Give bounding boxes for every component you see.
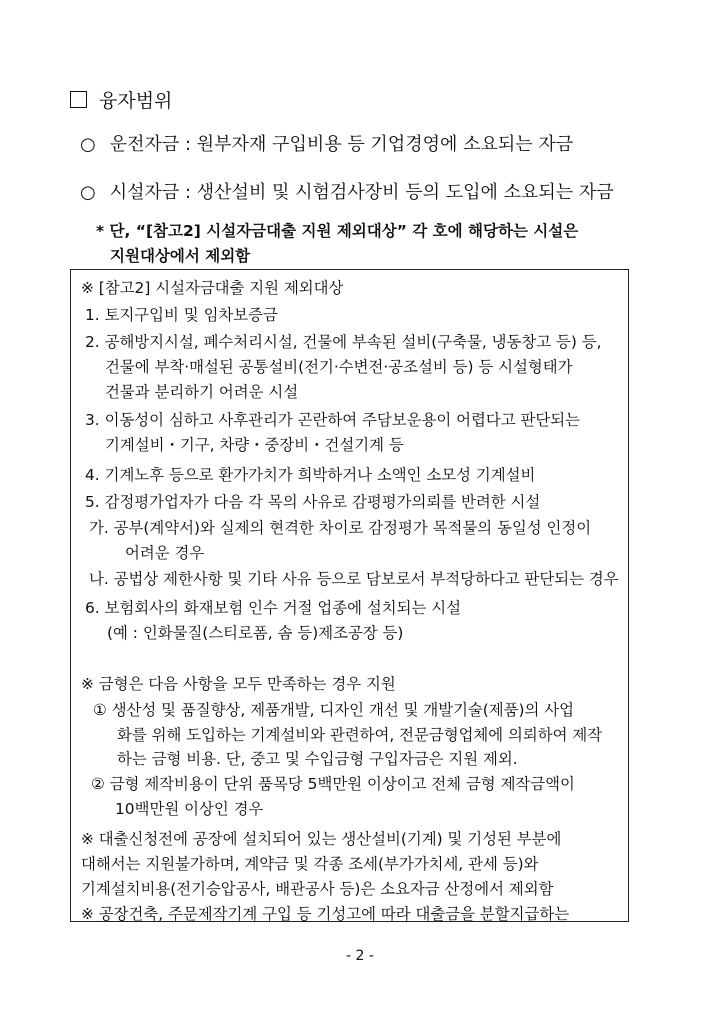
list-item-continued: 기계설비・기구, 차량・중장비・건설기계 등 bbox=[105, 436, 404, 454]
page-number: - 2 - bbox=[346, 948, 374, 964]
square-bullet-icon bbox=[70, 91, 87, 108]
sub-item: 가. 공부(계약서)와 실제의 현격한 차이로 감정평가 목적물의 동일성 인정이 bbox=[89, 519, 592, 537]
list-item: 1. 토지구입비 및 임차보증금 bbox=[85, 306, 278, 324]
mold-note-title: ※ 금형은 다음 사항을 모두 만족하는 경우 지원 bbox=[81, 675, 396, 693]
exclusion-note-line1: * 단, “[참고2] 시설자금대출 지원 제외대상” 각 호에 해당하는 시설은 bbox=[96, 222, 579, 240]
factory-note: ※ 공장건축, 주문제작기계 구입 등 기성고에 따라 대출금을 분할지급하는 bbox=[81, 905, 570, 923]
sub-item-continued: 어려운 경우 bbox=[125, 544, 205, 562]
reference-box-title: ※ [참고2] 시설자금대출 지원 제외대상 bbox=[81, 279, 344, 297]
mold-condition: ① 생산성 및 품질향상, 제품개발, 디자인 개선 및 개발기술(제품)의 사업 bbox=[93, 701, 575, 719]
section-heading bbox=[70, 86, 172, 113]
reference-box bbox=[70, 269, 629, 922]
mold-condition-continued: 하는 금형 비용. 단, 중고 및 수입금형 구입자금은 지원 제외. bbox=[117, 750, 518, 768]
facility-funds-text: 시설자금 : 생산설비 및 시험검사장비 등의 도입에 소요되는 자금 bbox=[109, 182, 614, 203]
list-item: 5. 감정평가업자가 다음 각 목의 사유로 감평평가의뢰를 반려한 시설 bbox=[85, 493, 541, 511]
circle-bullet-icon: ○ bbox=[80, 134, 96, 155]
section-title: 융자범위 bbox=[99, 90, 173, 112]
list-item-continued: 건물과 분리하기 어려운 시설 bbox=[105, 383, 299, 401]
loan-note: ※ 대출신청전에 공장에 설치되어 있는 생산설비(기계) 및 기성된 부분에 bbox=[81, 830, 562, 848]
circle-bullet-icon: ○ bbox=[80, 182, 96, 203]
list-item: 6. 보험회사의 화재보험 인수 거절 업종에 설치되는 시설 bbox=[85, 599, 462, 617]
list-item-continued: 건물에 부착·매설된 공통설비(전기·수변전·공조설비 등) 등 시설형태가 bbox=[105, 358, 573, 376]
bullet-facility-funds bbox=[80, 178, 614, 204]
mold-condition-continued: 화를 위해 도입하는 기계설비와 관련하여, 전문금형업체에 의뢰하여 제작 bbox=[117, 726, 603, 744]
mold-condition: ② 금형 제작비용이 단위 품목당 5백만원 이상이고 전체 금형 제작금액이 bbox=[91, 775, 575, 793]
operating-funds-text: 운전자금 : 원부자재 구입비용 등 기업경영에 소요되는 자금 bbox=[109, 134, 574, 155]
exclusion-note-line2: 지원대상에서 제외함 bbox=[110, 247, 251, 265]
loan-note-continued: 기계설치비용(전기승압공사, 배관공사 등)은 소요자금 산정에서 제외함 bbox=[81, 880, 554, 898]
bullet-operating-funds bbox=[80, 130, 573, 156]
sub-item: 나. 공법상 제한사항 및 기타 사유 등으로 담보로서 부적당하다고 판단되는 경우 bbox=[89, 570, 619, 588]
list-item: 4. 기계노후 등으로 환가가치가 희박하거나 소액인 소모성 기계설비 bbox=[85, 466, 536, 484]
mold-condition-continued: 10백만원 이상인 경우 bbox=[115, 800, 264, 818]
loan-note-continued: 대해서는 지원불가하며, 계약금 및 각종 조세(부가가치세, 관세 등)와 bbox=[81, 855, 539, 873]
list-item: 3. 이동성이 심하고 사후관리가 곤란하여 주담보운용이 어렵다고 판단되는 bbox=[85, 411, 580, 429]
list-item-example: (예 : 인화물질(스티로폼, 솜 등)제조공장 등) bbox=[107, 624, 404, 642]
list-item: 2. 공해방지시설, 폐수처리시설, 건물에 부속된 설비(구축물, 냉동창고 등) 등, bbox=[85, 333, 602, 351]
